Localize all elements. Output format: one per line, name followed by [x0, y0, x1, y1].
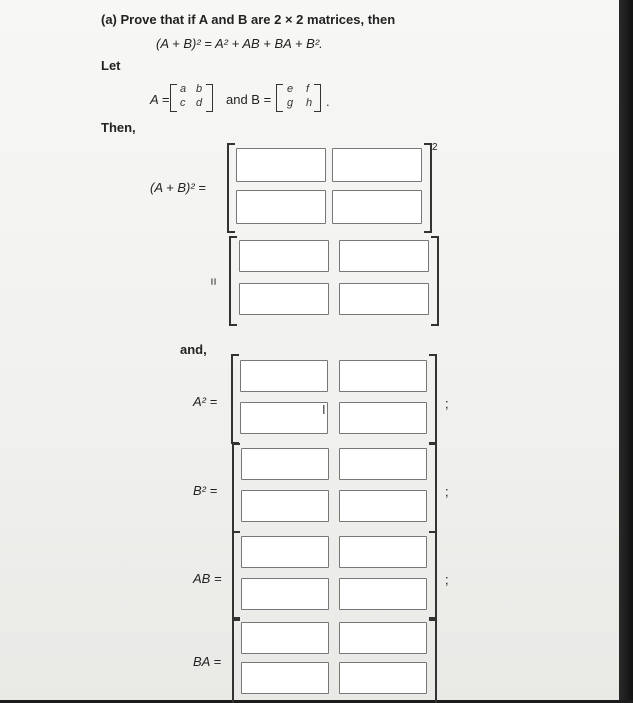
matrix-b-entry-f: f: [306, 83, 310, 95]
matrix-b-entry-g: g: [287, 97, 294, 109]
matrix-a-entry-c: c: [180, 97, 186, 109]
text-cursor-icon: I: [322, 402, 326, 417]
matrix-b-label: and B =: [226, 92, 272, 107]
screen-edge: [619, 0, 633, 700]
expanded-entry-11-input[interactable]: [239, 240, 329, 272]
ba-entry-21-input[interactable]: [241, 662, 329, 694]
ba-entry-22-input[interactable]: [339, 662, 427, 694]
b-squared-right-bracket: [429, 443, 437, 533]
a-squared-entry-11-input[interactable]: [240, 360, 328, 392]
ba-left-bracket: [232, 617, 240, 703]
sum-entry-21-input[interactable]: [236, 190, 326, 224]
expanded-entry-22-input[interactable]: [339, 283, 429, 315]
matrix-a-left-bracket: [170, 84, 177, 112]
and-label: and,: [180, 342, 207, 357]
matrix-b-entry-e: e: [287, 83, 294, 95]
a-squared-end-mark: ;: [445, 396, 449, 411]
a-squared-entry-12-input[interactable]: [339, 360, 427, 392]
a-squared-entry-21-input[interactable]: [240, 402, 328, 434]
equals-sign: =: [206, 277, 222, 286]
b-squared-label: B² =: [193, 483, 218, 498]
b-squared-entry-12-input[interactable]: [339, 448, 427, 480]
identity-statement: (A + B)² = A² + AB + BA + B².: [156, 36, 323, 51]
a-squared-right-bracket: [429, 354, 437, 444]
ba-entry-12-input[interactable]: [339, 622, 427, 654]
sum-squared-label: (A + B)² =: [150, 180, 206, 195]
ab-right-bracket: [429, 531, 437, 621]
b-squared-left-bracket: [232, 443, 240, 533]
a-squared-entry-22-input[interactable]: [339, 402, 427, 434]
expanded-matrix-right-bracket: [431, 236, 439, 326]
sum-entry-22-input[interactable]: [332, 190, 422, 224]
b-squared-entry-11-input[interactable]: [241, 448, 329, 480]
matrix-a-entry-b: b: [196, 83, 203, 95]
matrix-b-left-bracket: [276, 84, 283, 112]
matrix-b-entry-h: h: [306, 97, 313, 109]
problem-prompt: (a) Prove that if A and B are 2 × 2 matrices, then: [101, 12, 396, 27]
ab-entry-22-input[interactable]: [339, 578, 427, 610]
a-squared-label: A² =: [193, 394, 218, 409]
matrix-a-label: A =: [150, 92, 170, 107]
ab-end-mark: ;: [445, 572, 449, 587]
ab-label: AB =: [193, 571, 222, 586]
ab-entry-11-input[interactable]: [241, 536, 329, 568]
expanded-entry-12-input[interactable]: [339, 240, 429, 272]
a-squared-left-bracket: [231, 354, 239, 444]
ab-entry-21-input[interactable]: [241, 578, 329, 610]
ab-entry-12-input[interactable]: [339, 536, 427, 568]
then-label: Then,: [101, 120, 136, 135]
matrix-a-right-bracket: [206, 84, 213, 112]
matrix-b-right-bracket: [314, 84, 321, 112]
sum-matrix-right-bracket: [424, 143, 432, 233]
expanded-matrix-left-bracket: [229, 236, 237, 326]
b-squared-entry-21-input[interactable]: [241, 490, 329, 522]
ba-entry-11-input[interactable]: [241, 622, 329, 654]
matrix-a-entry-a: a: [180, 83, 187, 95]
b-squared-entry-22-input[interactable]: [339, 490, 427, 522]
ba-right-bracket: [429, 617, 437, 703]
ab-left-bracket: [232, 531, 240, 621]
sum-entry-11-input[interactable]: [236, 148, 326, 182]
sum-matrix-left-bracket: [227, 143, 235, 233]
sum-entry-12-input[interactable]: [332, 148, 422, 182]
matrix-a-entry-d: d: [196, 97, 203, 109]
b-squared-end-mark: ;: [445, 484, 449, 499]
let-label: Let: [101, 58, 121, 73]
outer-exponent: 2: [432, 142, 438, 153]
ba-label: BA =: [193, 654, 222, 669]
expanded-entry-21-input[interactable]: [239, 283, 329, 315]
